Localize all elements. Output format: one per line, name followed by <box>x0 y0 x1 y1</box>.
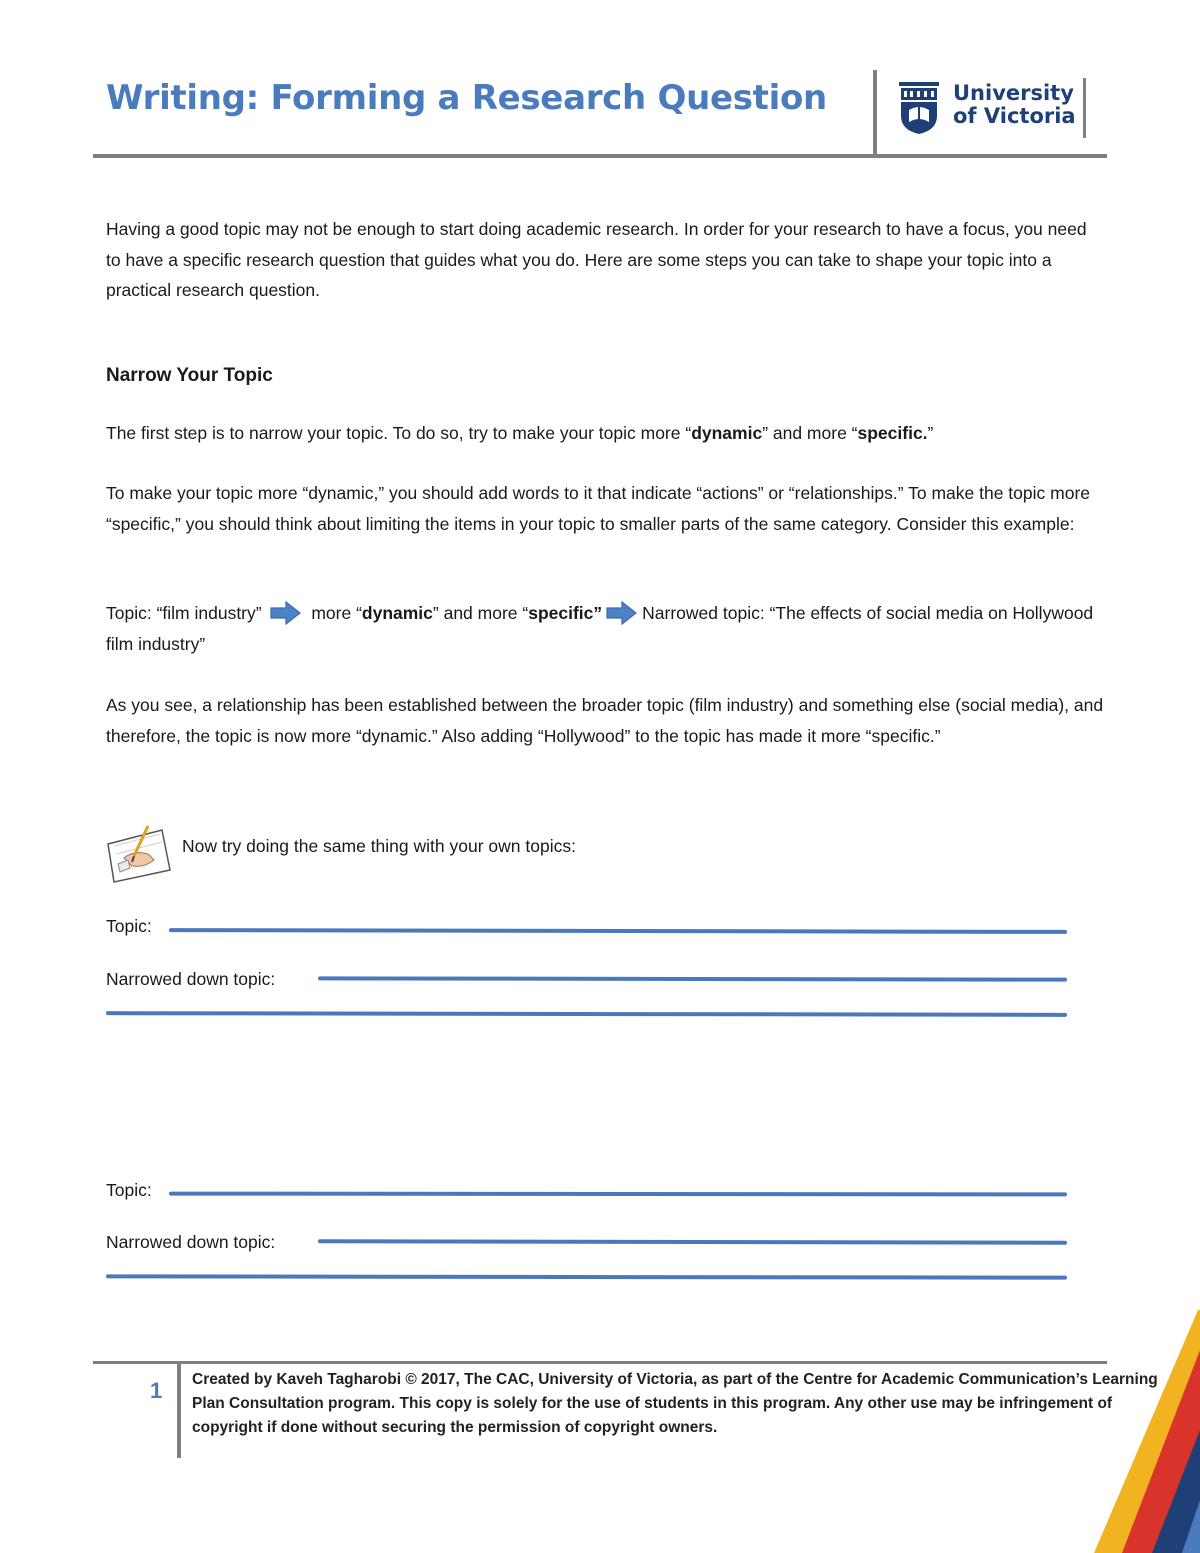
logo-text-line2: of Victoria <box>953 104 1076 128</box>
footer-credit: Created by Kaveh Tagharobi © 2017, The CAC, University of Victoria, as part of the Centre for Academic Communication’s Learning Plan Consultation program. This copy is solely for the use of students in this program. Any other use may be infringement of copyright if done without securing the permission of copyright owners. <box>192 1371 1158 1436</box>
section-heading: Narrow Your Topic <box>106 365 273 386</box>
page-number: 1 <box>150 1378 163 1403</box>
p1-specific: specific. <box>857 423 928 443</box>
paragraph-relationship: As you see, a relationship has been established between the broader topic (film industry) and something else (social media), and therefore, the topic is now more “dynamic.” Also adding “Hollywood” to the topic has made it more “specific.” <box>106 695 1104 746</box>
example-dynamic: dynamic <box>361 603 433 623</box>
header-divider <box>873 70 877 156</box>
example-topic: Topic: “film industry” <box>106 603 262 623</box>
p1-text-3: ” <box>927 423 934 443</box>
shield-icon <box>897 80 941 136</box>
p1-text-2: ” and more “ <box>762 423 858 443</box>
page-title: Writing: Forming a Research Question <box>106 78 827 118</box>
narrowed-answer-line-2b[interactable] <box>106 1274 1067 1279</box>
narrowed-answer-line-1b[interactable] <box>106 1011 1067 1017</box>
topic-label-2: Topic: <box>106 1180 152 1200</box>
topic-label-1: Topic: <box>106 916 152 936</box>
try-prompt: Now try doing the same thing with your own topics: <box>182 836 576 856</box>
logo-divider <box>1083 78 1086 138</box>
example-more: more “ <box>311 603 362 623</box>
right-arrow-icon <box>270 600 302 626</box>
intro-paragraph: Having a good topic may not be enough to start doing academic research. In order for your research to have a focus, you need to have a specific research question that guides what you do. Here are some steps you can take to shape your topic into a practical research question. <box>106 219 1087 300</box>
university-logo <box>897 78 1087 140</box>
narrowed-label-2: Narrowed down topic: <box>106 1232 276 1252</box>
example-paragraph <box>106 598 1106 659</box>
header-rule <box>93 154 1107 158</box>
narrowed-answer-line-1[interactable] <box>318 976 1067 981</box>
p1-text: The first step is to narrow your topic. To do so, try to make your topic more “ <box>106 423 692 443</box>
writing-hand-icon <box>104 824 174 886</box>
example-narrowed: Narrowed topic: “The effects of social media on Hollywood film industry” <box>106 603 1094 654</box>
paragraph-first-step <box>106 418 1106 449</box>
corner-stripes-decoration <box>1090 1310 1200 1553</box>
footer-rule <box>93 1361 1107 1364</box>
footer-divider <box>177 1362 181 1458</box>
logo-text-line1: University <box>953 81 1074 105</box>
narrowed-label-1: Narrowed down topic: <box>106 969 276 989</box>
narrowed-answer-line-2[interactable] <box>318 1239 1067 1245</box>
example-and-more: ” and more “ <box>432 603 529 623</box>
p1-dynamic: dynamic <box>691 423 763 443</box>
example-specific: specific” <box>528 603 603 623</box>
topic-answer-line-1[interactable] <box>169 928 1067 934</box>
topic-answer-line-2[interactable] <box>169 1192 1067 1197</box>
right-arrow-icon <box>606 600 638 626</box>
paragraph-dynamic-specific: To make your topic more “dynamic,” you should add words to it that indicate “actions” or “relationships.” To make the topic more “specific,” you should think about limiting the items in your topic to smaller parts of the same category. Consider this example: <box>106 483 1091 534</box>
